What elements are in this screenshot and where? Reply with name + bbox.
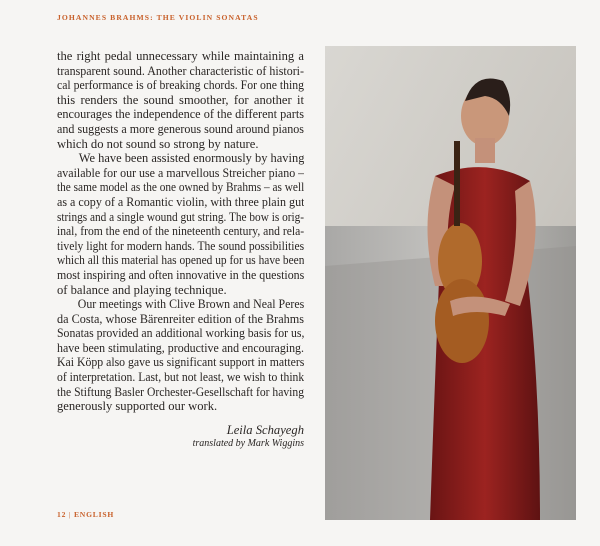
text-line: Our meetings with Clive Brown and Neal Peres [77, 297, 304, 312]
text-line: We have been assisted enormously by having [78, 151, 304, 166]
text-line: inal, from the end of the nineteenth century, and rela- [57, 224, 304, 239]
violinist-photo [325, 46, 576, 520]
text-line: which all this material has opened up for us have been [57, 253, 304, 268]
text-line: generously supported our work. [57, 399, 218, 414]
footer-separator: | [68, 510, 72, 519]
text-line: available for our use a marvellous Streicher piano – [57, 165, 304, 180]
text-line: Sonatas provided an additional working basis for us, [57, 326, 304, 341]
text-line: tively light for modern hands. The sound possibilities [57, 238, 304, 253]
text-line: cal performance is of breaking chords. For one thing [57, 78, 304, 93]
text-line: transparent sound. Another characteristic of histori- [57, 63, 304, 78]
text-line: most inspiring and often innovative in the questions [57, 267, 304, 282]
text-line: strings and a single wound gut string. The bow is orig- [57, 209, 304, 224]
text-line: da Costa, whose Bärenreiter edition of the Brahms [57, 311, 304, 326]
text-line: as a copy of a Romantic violin, with three plain gut [57, 194, 304, 209]
text-line: the same model as the one owned by Brahms – as well [57, 180, 304, 195]
text-line: the Stiftung Basler Orchester-Gesellschaft for having [57, 384, 304, 399]
body-text [57, 49, 304, 414]
text-line: encourages the independence of the different parts [57, 107, 304, 122]
footer-language: ENGLISH [73, 510, 115, 519]
text-line: and suggests a more generous sound around pianos [57, 121, 304, 136]
author-signature: Leila Schayegh [226, 423, 304, 437]
text-line: which do not sound so strong by nature. [57, 136, 259, 151]
text-line: the right pedal unnecessary while maintaining a [57, 49, 304, 63]
translator-credit: translated by Mark Wiggins [192, 438, 304, 449]
text-line: Kai Köpp also gave us significant support in matters [57, 355, 304, 370]
text-line: this renders the sound smoother, for another it [57, 92, 304, 107]
page-footer [57, 510, 114, 519]
page-number: 12 [57, 510, 67, 519]
text-line: have been stimulating, productive and encouraging. [57, 340, 304, 355]
text-line: of balance and playing technique. [57, 282, 227, 297]
running-header: JOHANNES BRAHMS: THE VIOLIN SONATAS [57, 13, 259, 22]
text-line: of interpretation. Last, but not least, we wish to think [57, 370, 304, 385]
